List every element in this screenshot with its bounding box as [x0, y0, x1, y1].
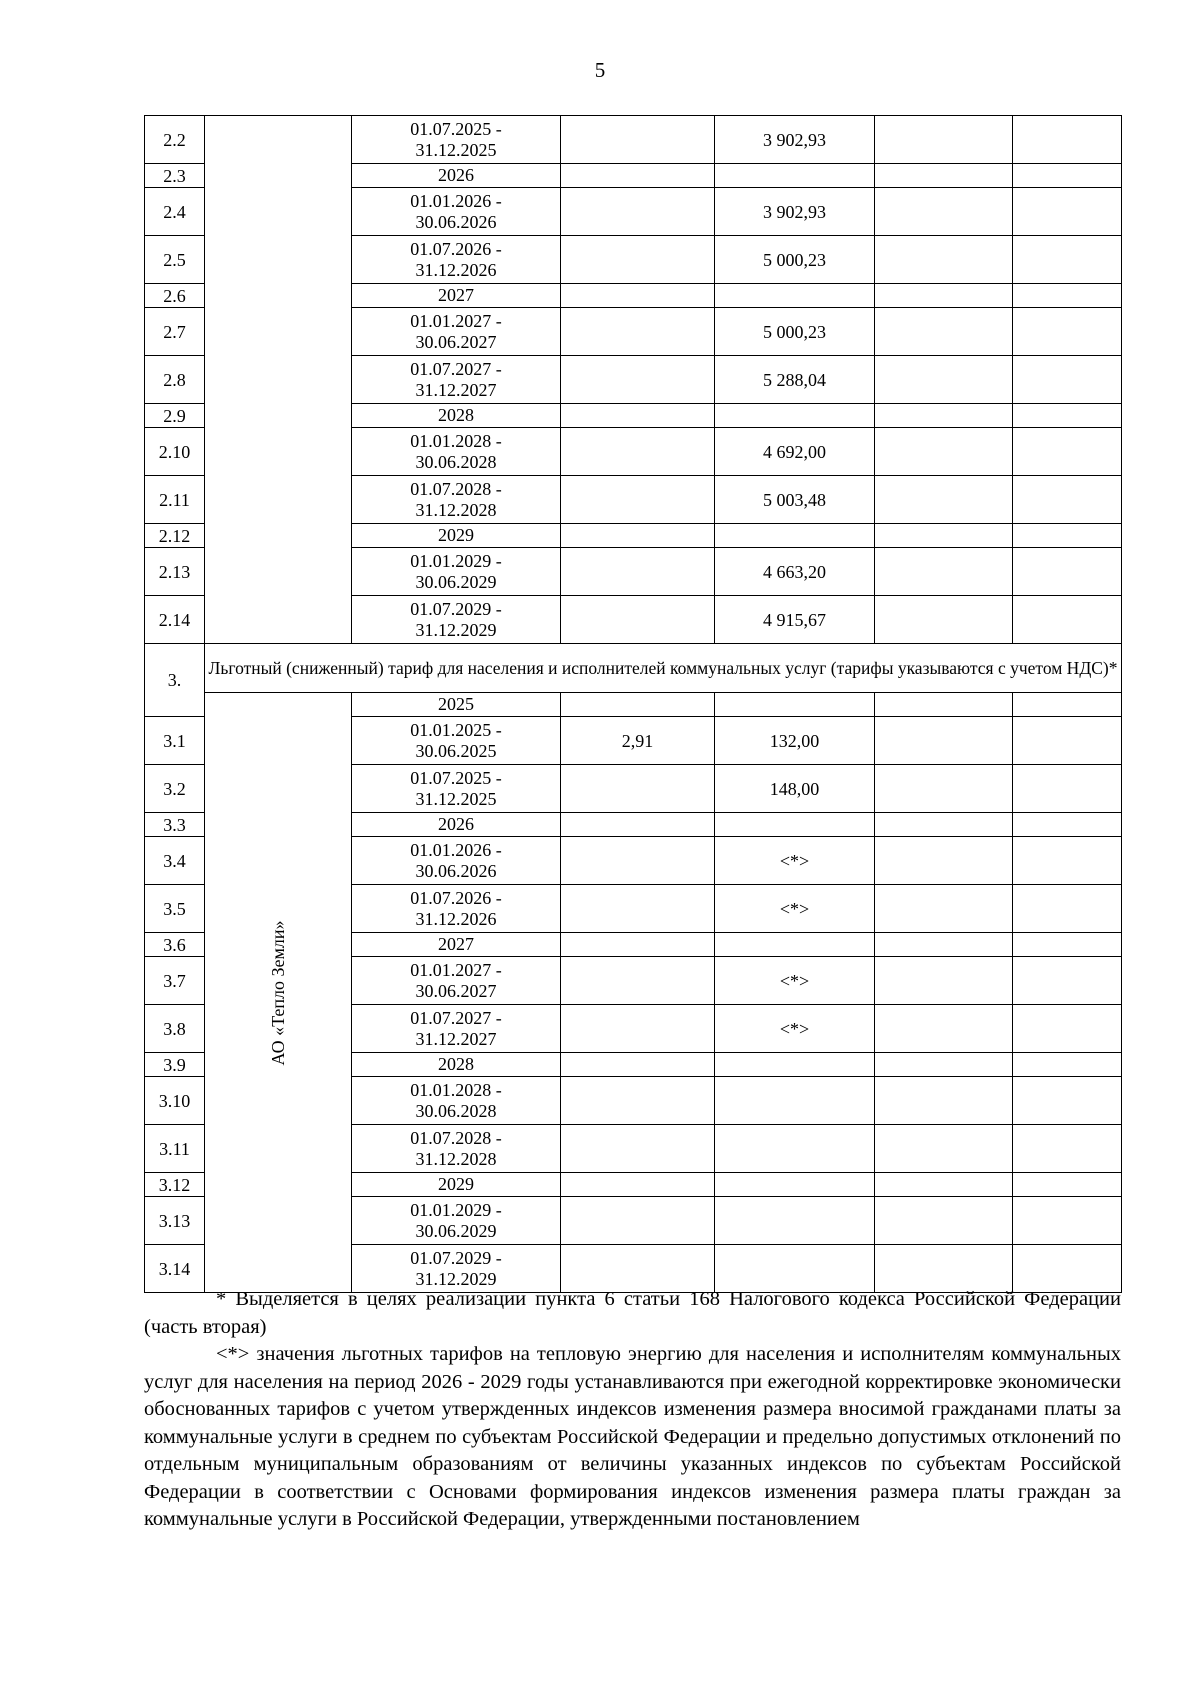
value-col-2 — [715, 933, 875, 957]
value-col-4 — [1013, 116, 1122, 164]
value-col-2 — [715, 1173, 875, 1197]
section-title: Льготный (сниженный) тариф для населения и исполнителей коммунальных услуг (тарифы указываются с учетом НДС)* — [205, 644, 1122, 693]
value-col-3 — [875, 1005, 1013, 1053]
value-col-4 — [1013, 164, 1122, 188]
value-col-3 — [875, 957, 1013, 1005]
row-number: 3.8 — [145, 1005, 205, 1053]
value-col-2: 5 003,48 — [715, 476, 875, 524]
value-col-2 — [715, 164, 875, 188]
period: 2027 — [352, 284, 561, 308]
row-number: 3.2 — [145, 765, 205, 813]
period: 01.01.2028 - 30.06.2028 — [352, 428, 561, 476]
footnote-preferential-tariffs: <*> значения льготных тарифов на тепловую энергию для населения и исполнителям коммунальных услуг для населения на период 2026 - 2029 годы устанавливаются при ежегодной корректировке экономически обоснованных тарифов с учетом утвержденных индексов изменения размера вносимой гражданами платы за коммунальные услуги в среднем по субъектам Российской Федерации и предельно допустимых отклонений по отдельным муниципальным образованиям от величины указанных индексов по субъектам Российской Федерации в соответствии с Основами формирования индексов изменения размера платы граждан за коммунальные услуги в Российской Федерации, утвержденными постановлением — [144, 1343, 1121, 1530]
organization-cell — [205, 693, 352, 1293]
period: 01.01.2026 - 30.06.2026 — [352, 188, 561, 236]
value-col-2 — [715, 1125, 875, 1173]
period: 01.07.2029 - 31.12.2029 — [352, 596, 561, 644]
period: 01.07.2026 - 31.12.2026 — [352, 236, 561, 284]
row-number: 3.10 — [145, 1077, 205, 1125]
period: 2027 — [352, 933, 561, 957]
value-col-1 — [561, 1005, 715, 1053]
value-col-1 — [561, 284, 715, 308]
value-col-2: 132,00 — [715, 717, 875, 765]
value-col-3 — [875, 404, 1013, 428]
period: 01.01.2025 - 30.06.2025 — [352, 717, 561, 765]
value-col-2 — [715, 1053, 875, 1077]
value-col-4 — [1013, 693, 1122, 717]
row-number: 3.3 — [145, 813, 205, 837]
value-col-1 — [561, 188, 715, 236]
period: 01.07.2025 - 31.12.2025 — [352, 116, 561, 164]
section-number: 3. — [145, 644, 205, 717]
period: 01.07.2027 - 31.12.2027 — [352, 1005, 561, 1053]
value-col-3 — [875, 428, 1013, 476]
period: 01.01.2026 - 30.06.2026 — [352, 837, 561, 885]
value-col-2: 4 915,67 — [715, 596, 875, 644]
row-number: 2.10 — [145, 428, 205, 476]
value-col-1 — [561, 765, 715, 813]
period: 01.01.2027 - 30.06.2027 — [352, 957, 561, 1005]
value-col-1 — [561, 236, 715, 284]
organization-name: АО «Тепло Земли» — [268, 919, 288, 1066]
value-col-4 — [1013, 476, 1122, 524]
value-col-4 — [1013, 717, 1122, 765]
row-number: 2.12 — [145, 524, 205, 548]
value-col-3 — [875, 1173, 1013, 1197]
row-number: 2.5 — [145, 236, 205, 284]
footnotes — [144, 1286, 1121, 1534]
period: 01.07.2026 - 31.12.2026 — [352, 885, 561, 933]
period: 2029 — [352, 1173, 561, 1197]
row-number: 3.4 — [145, 837, 205, 885]
row-number: 2.11 — [145, 476, 205, 524]
row-number: 3.14 — [145, 1245, 205, 1293]
period: 2028 — [352, 404, 561, 428]
period: 2025 — [352, 693, 561, 717]
value-col-3 — [875, 693, 1013, 717]
value-col-3 — [875, 308, 1013, 356]
value-col-4 — [1013, 1173, 1122, 1197]
value-col-3 — [875, 284, 1013, 308]
value-col-1 — [561, 837, 715, 885]
organization-cell-section-2 — [205, 116, 352, 644]
row-number: 3.5 — [145, 885, 205, 933]
value-col-3 — [875, 837, 1013, 885]
table-row — [145, 693, 1122, 717]
value-col-2 — [715, 284, 875, 308]
row-number: 2.8 — [145, 356, 205, 404]
value-col-2 — [715, 1197, 875, 1245]
footnote-vat: * Выделяется в целях реализации пункта 6 статьи 168 Налогового кодекса Российской Федерации (часть вторая) — [144, 1288, 1121, 1338]
value-col-3 — [875, 596, 1013, 644]
value-col-1 — [561, 524, 715, 548]
value-col-4 — [1013, 813, 1122, 837]
value-col-4 — [1013, 404, 1122, 428]
tariff-table — [144, 115, 1122, 1293]
row-number: 2.2 — [145, 116, 205, 164]
value-col-2: 148,00 — [715, 765, 875, 813]
period: 01.01.2028 - 30.06.2028 — [352, 1077, 561, 1125]
value-col-1 — [561, 428, 715, 476]
value-col-1 — [561, 308, 715, 356]
value-col-2: 5 000,23 — [715, 236, 875, 284]
value-col-3 — [875, 524, 1013, 548]
value-col-1 — [561, 356, 715, 404]
value-col-2 — [715, 524, 875, 548]
row-number: 2.14 — [145, 596, 205, 644]
value-col-1 — [561, 1125, 715, 1173]
value-col-3 — [875, 813, 1013, 837]
row-number: 2.7 — [145, 308, 205, 356]
value-col-1 — [561, 596, 715, 644]
period: 01.07.2027 - 31.12.2027 — [352, 356, 561, 404]
value-col-1 — [561, 1173, 715, 1197]
value-col-4 — [1013, 1077, 1122, 1125]
value-col-1 — [561, 116, 715, 164]
value-col-2: 3 902,93 — [715, 188, 875, 236]
value-col-2: 4 692,00 — [715, 428, 875, 476]
section-header-row — [145, 644, 1122, 693]
value-col-3 — [875, 476, 1013, 524]
value-col-2: <*> — [715, 885, 875, 933]
value-col-2: <*> — [715, 957, 875, 1005]
period: 01.01.2027 - 30.06.2027 — [352, 308, 561, 356]
period: 01.01.2029 - 30.06.2029 — [352, 1197, 561, 1245]
row-number: 3.9 — [145, 1053, 205, 1077]
value-col-1 — [561, 1077, 715, 1125]
value-col-3 — [875, 717, 1013, 765]
value-col-3 — [875, 1125, 1013, 1173]
value-col-4 — [1013, 933, 1122, 957]
row-number: 3.7 — [145, 957, 205, 1005]
value-col-4 — [1013, 1053, 1122, 1077]
value-col-2: 5 288,04 — [715, 356, 875, 404]
value-col-1 — [561, 813, 715, 837]
value-col-1 — [561, 476, 715, 524]
value-col-2: <*> — [715, 837, 875, 885]
value-col-2 — [715, 1077, 875, 1125]
value-col-4 — [1013, 1125, 1122, 1173]
value-col-3 — [875, 164, 1013, 188]
period: 01.07.2025 - 31.12.2025 — [352, 765, 561, 813]
row-number: 3.12 — [145, 1173, 205, 1197]
value-col-2 — [715, 404, 875, 428]
value-col-1 — [561, 548, 715, 596]
value-col-2 — [715, 813, 875, 837]
period: 2028 — [352, 1053, 561, 1077]
value-col-1 — [561, 1197, 715, 1245]
value-col-1 — [561, 885, 715, 933]
value-col-4 — [1013, 188, 1122, 236]
value-col-3 — [875, 1053, 1013, 1077]
row-number: 3.6 — [145, 933, 205, 957]
row-number: 3.13 — [145, 1197, 205, 1245]
value-col-3 — [875, 885, 1013, 933]
period: 2026 — [352, 164, 561, 188]
period: 01.07.2028 - 31.12.2028 — [352, 476, 561, 524]
value-col-4 — [1013, 837, 1122, 885]
value-col-2: 5 000,23 — [715, 308, 875, 356]
value-col-1: 2,91 — [561, 717, 715, 765]
value-col-1 — [561, 164, 715, 188]
value-col-3 — [875, 188, 1013, 236]
value-col-2 — [715, 693, 875, 717]
value-col-3 — [875, 765, 1013, 813]
value-col-3 — [875, 933, 1013, 957]
period: 01.07.2029 - 31.12.2029 — [352, 1245, 561, 1293]
value-col-4 — [1013, 356, 1122, 404]
value-col-4 — [1013, 765, 1122, 813]
value-col-4 — [1013, 1005, 1122, 1053]
value-col-2: 3 902,93 — [715, 116, 875, 164]
row-number: 2.4 — [145, 188, 205, 236]
value-col-3 — [875, 356, 1013, 404]
row-number: 2.3 — [145, 164, 205, 188]
table-row — [145, 116, 1122, 164]
page-number: 5 — [594, 58, 606, 82]
value-col-3 — [875, 116, 1013, 164]
value-col-3 — [875, 236, 1013, 284]
period: 01.07.2028 - 31.12.2028 — [352, 1125, 561, 1173]
period: 01.01.2029 - 30.06.2029 — [352, 548, 561, 596]
value-col-2: <*> — [715, 1005, 875, 1053]
value-col-4 — [1013, 236, 1122, 284]
value-col-4 — [1013, 428, 1122, 476]
row-number: 2.13 — [145, 548, 205, 596]
value-col-4 — [1013, 524, 1122, 548]
value-col-4 — [1013, 1197, 1122, 1245]
value-col-4 — [1013, 308, 1122, 356]
value-col-1 — [561, 693, 715, 717]
value-col-4 — [1013, 548, 1122, 596]
value-col-3 — [875, 1077, 1013, 1125]
period: 2026 — [352, 813, 561, 837]
value-col-1 — [561, 1053, 715, 1077]
value-col-4 — [1013, 957, 1122, 1005]
value-col-2: 4 663,20 — [715, 548, 875, 596]
value-col-1 — [561, 933, 715, 957]
row-number: 2.9 — [145, 404, 205, 428]
row-number: 3.1 — [145, 717, 205, 765]
row-number: 3.11 — [145, 1125, 205, 1173]
value-col-4 — [1013, 596, 1122, 644]
value-col-1 — [561, 404, 715, 428]
value-col-4 — [1013, 284, 1122, 308]
value-col-3 — [875, 1197, 1013, 1245]
value-col-3 — [875, 548, 1013, 596]
value-col-4 — [1013, 885, 1122, 933]
period: 2029 — [352, 524, 561, 548]
value-col-1 — [561, 957, 715, 1005]
row-number: 2.6 — [145, 284, 205, 308]
